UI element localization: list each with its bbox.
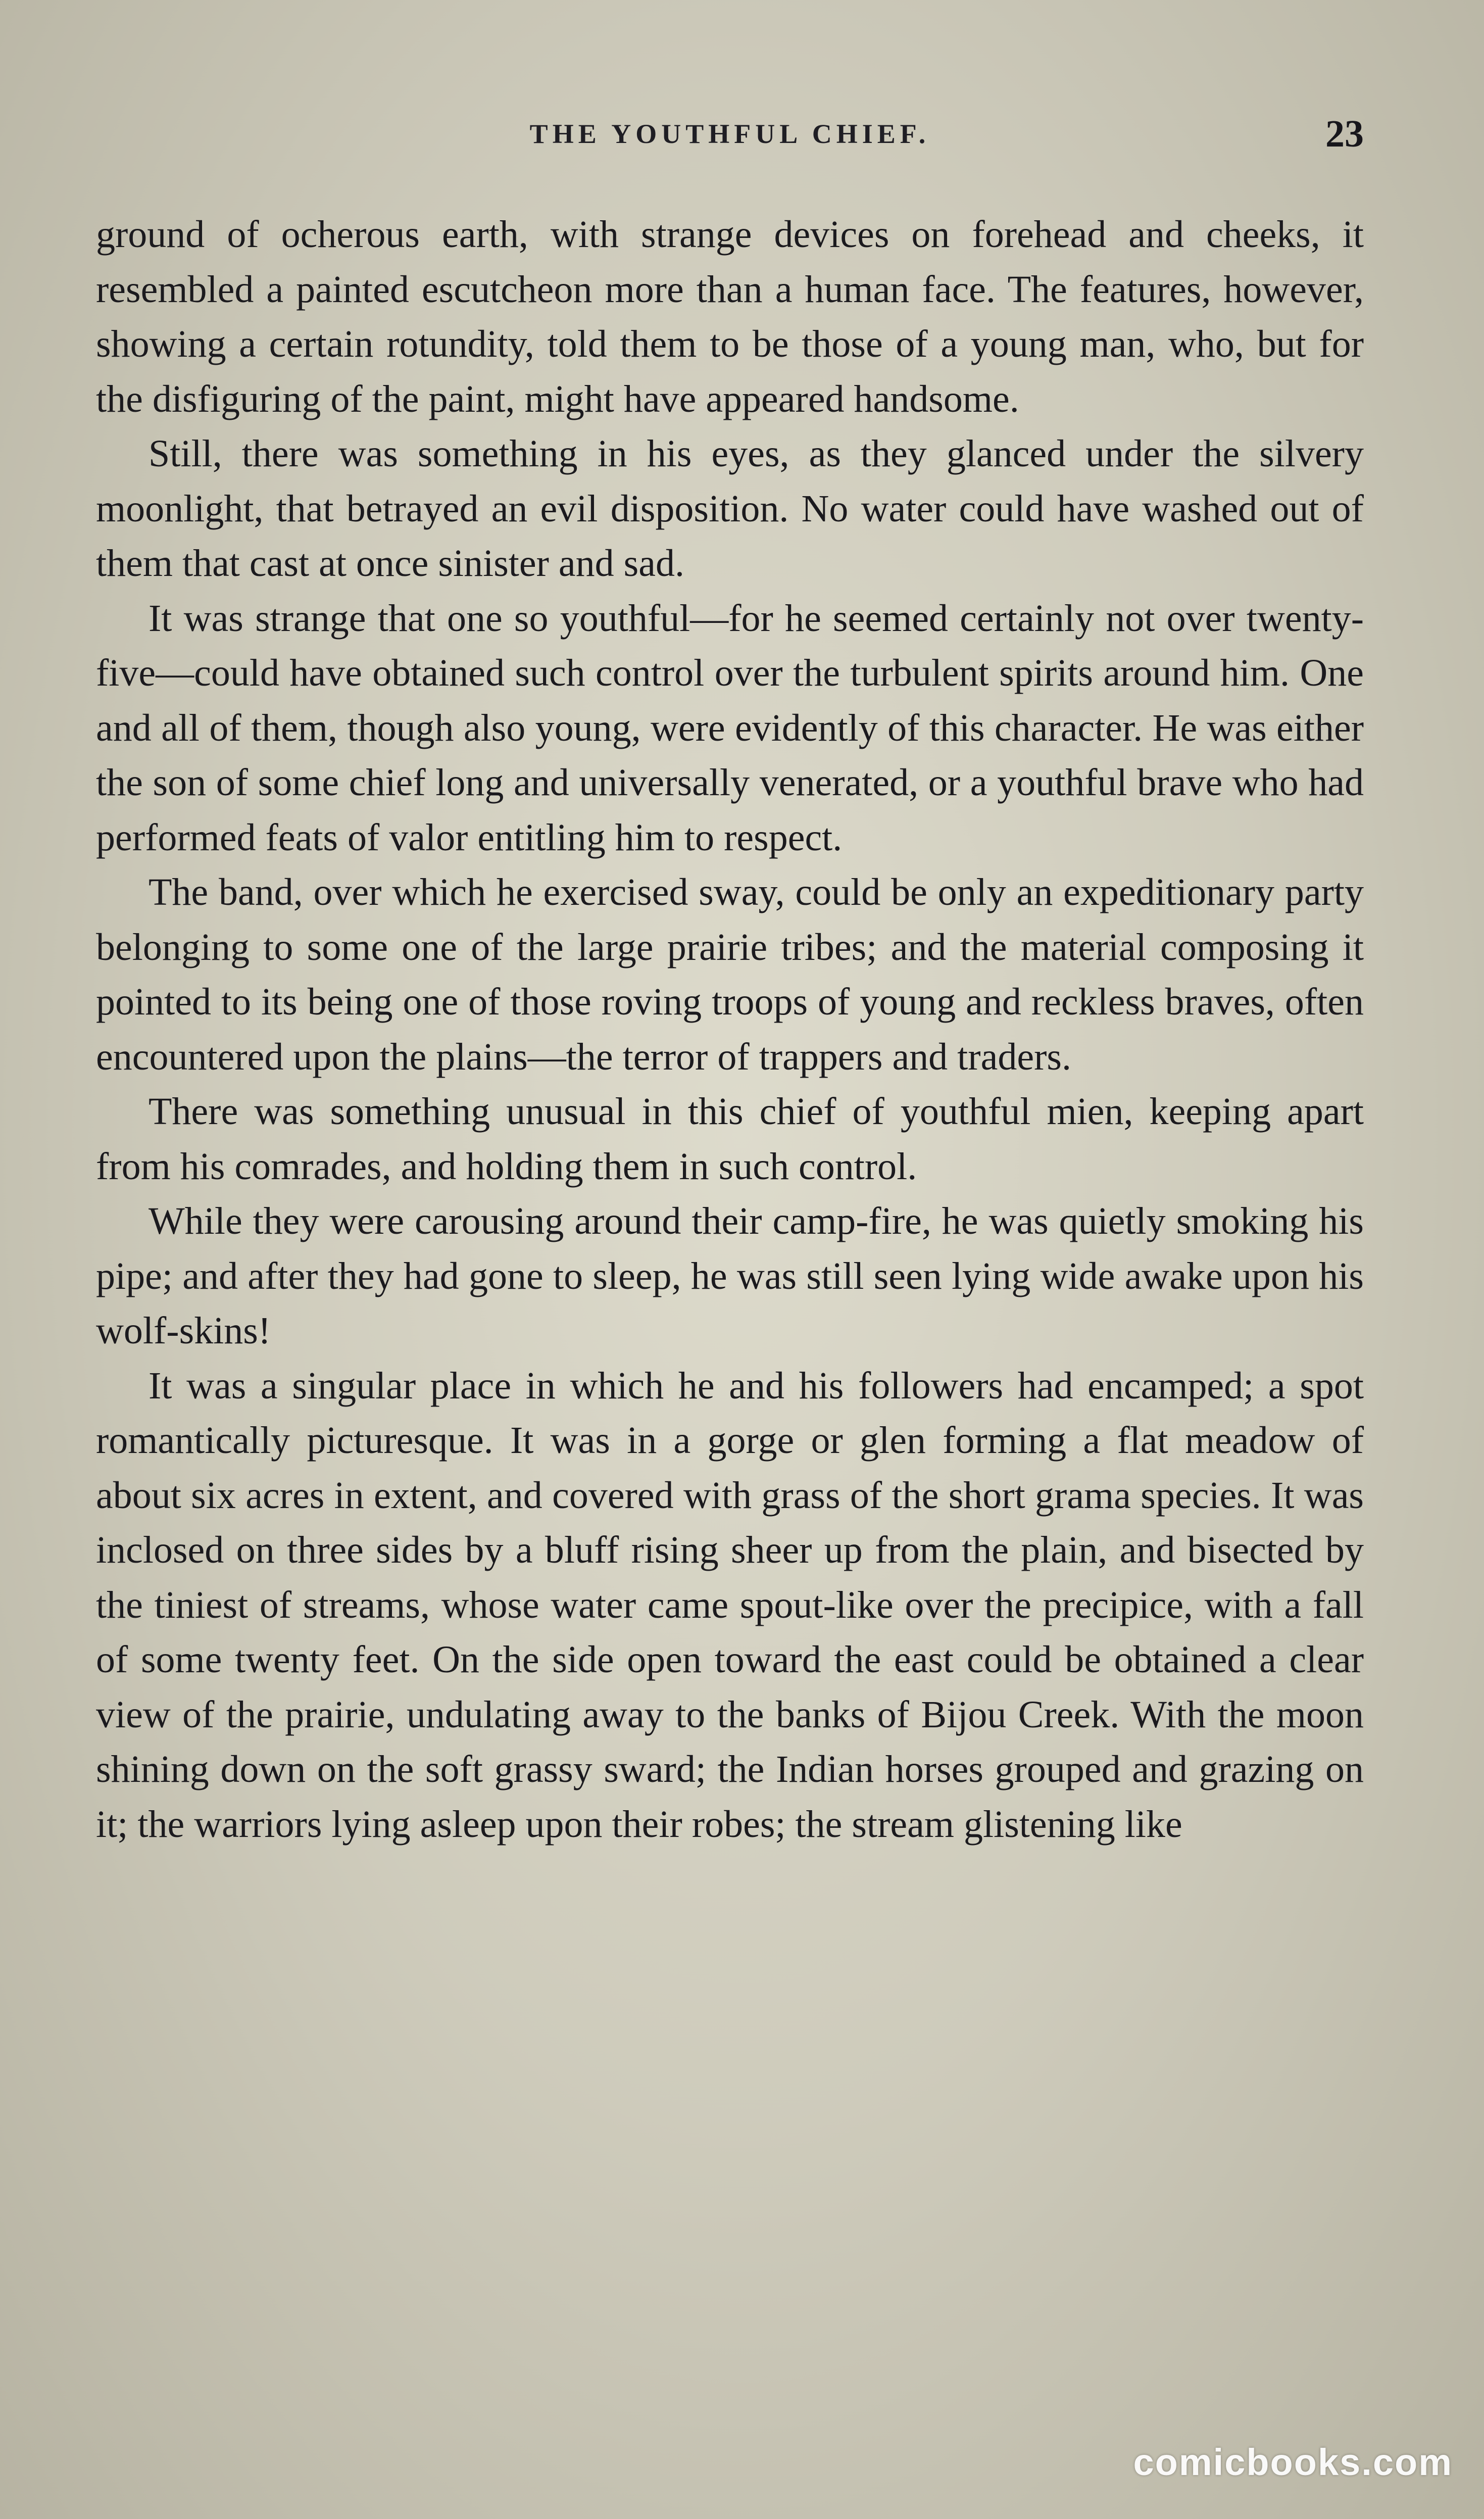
paragraph-1: ground of ocherous earth, with strange devices on forehead and cheeks, it resembled a painted escutcheon more than a human face. The features, however, showing a certain rotundity, told them to be those of a young man, who, but for the disfiguring of the paint, might have appeared handsome. xyxy=(96,213,1364,420)
paragraph-5: There was something unusual in this chief of youthful mien, keeping apart from his comrades, and holding them in such control. xyxy=(96,1090,1364,1188)
paragraph-7: It was a singular place in which he and his followers had encamped; a spot romantically picturesque. It was in a gorge or glen forming a flat meadow of about six acres in extent, and covered with grass of the short grama species. It was inclosed on three sides by a bluff rising sheer up from the plain, and bisected by the tiniest of streams, whose water came spout-like over the precipice, with a fall of some twenty feet. On the side open toward the east could be obtained a clear view of the prairie, undulating away to the banks of Bijou Creek. With the moon shining down on the soft grassy sward; the Indian horses grouped and grazing on it; the warriors lying asleep upon their robes; the stream glistening like xyxy=(96,1364,1364,1846)
running-head xyxy=(96,112,1364,173)
paragraph-4: The band, over which he exercised sway, could be only an expeditionary party belonging to some one of the large prairie tribes; and the material composing it pointed to its being one of those roving troops of young and reckless braves, often encountered upon the plains—the terror of trappers and traders. xyxy=(96,871,1364,1078)
body-text xyxy=(96,207,1364,1852)
paragraph-6: While they were carousing around their camp-fire, he was quietly smoking his pipe; and after they had gone to sleep, he was still seen lying wide awake upon his wolf-skins! xyxy=(96,1200,1364,1352)
running-title: THE YOUTHFUL CHIEF. xyxy=(529,119,930,149)
paragraph-3: It was strange that one so youthful—for he seemed certainly not over twenty-five—could have obtained such control over the turbulent spirits around him. One and all of them, though also young, were evidently of this character. He was either the son of some chief long and universally venerated, or a youthful brave who had performed feats of valor entitling him to respect. xyxy=(96,597,1364,859)
site-watermark: comicbooks.com xyxy=(1133,2441,1453,2483)
page-number: 23 xyxy=(1325,113,1364,155)
paragraph-2: Still, there was something in his eyes, as they glanced under the silvery moonlight, that betrayed an evil disposition. No water could have washed out of them that cast at once sinister and sad. xyxy=(96,432,1364,585)
